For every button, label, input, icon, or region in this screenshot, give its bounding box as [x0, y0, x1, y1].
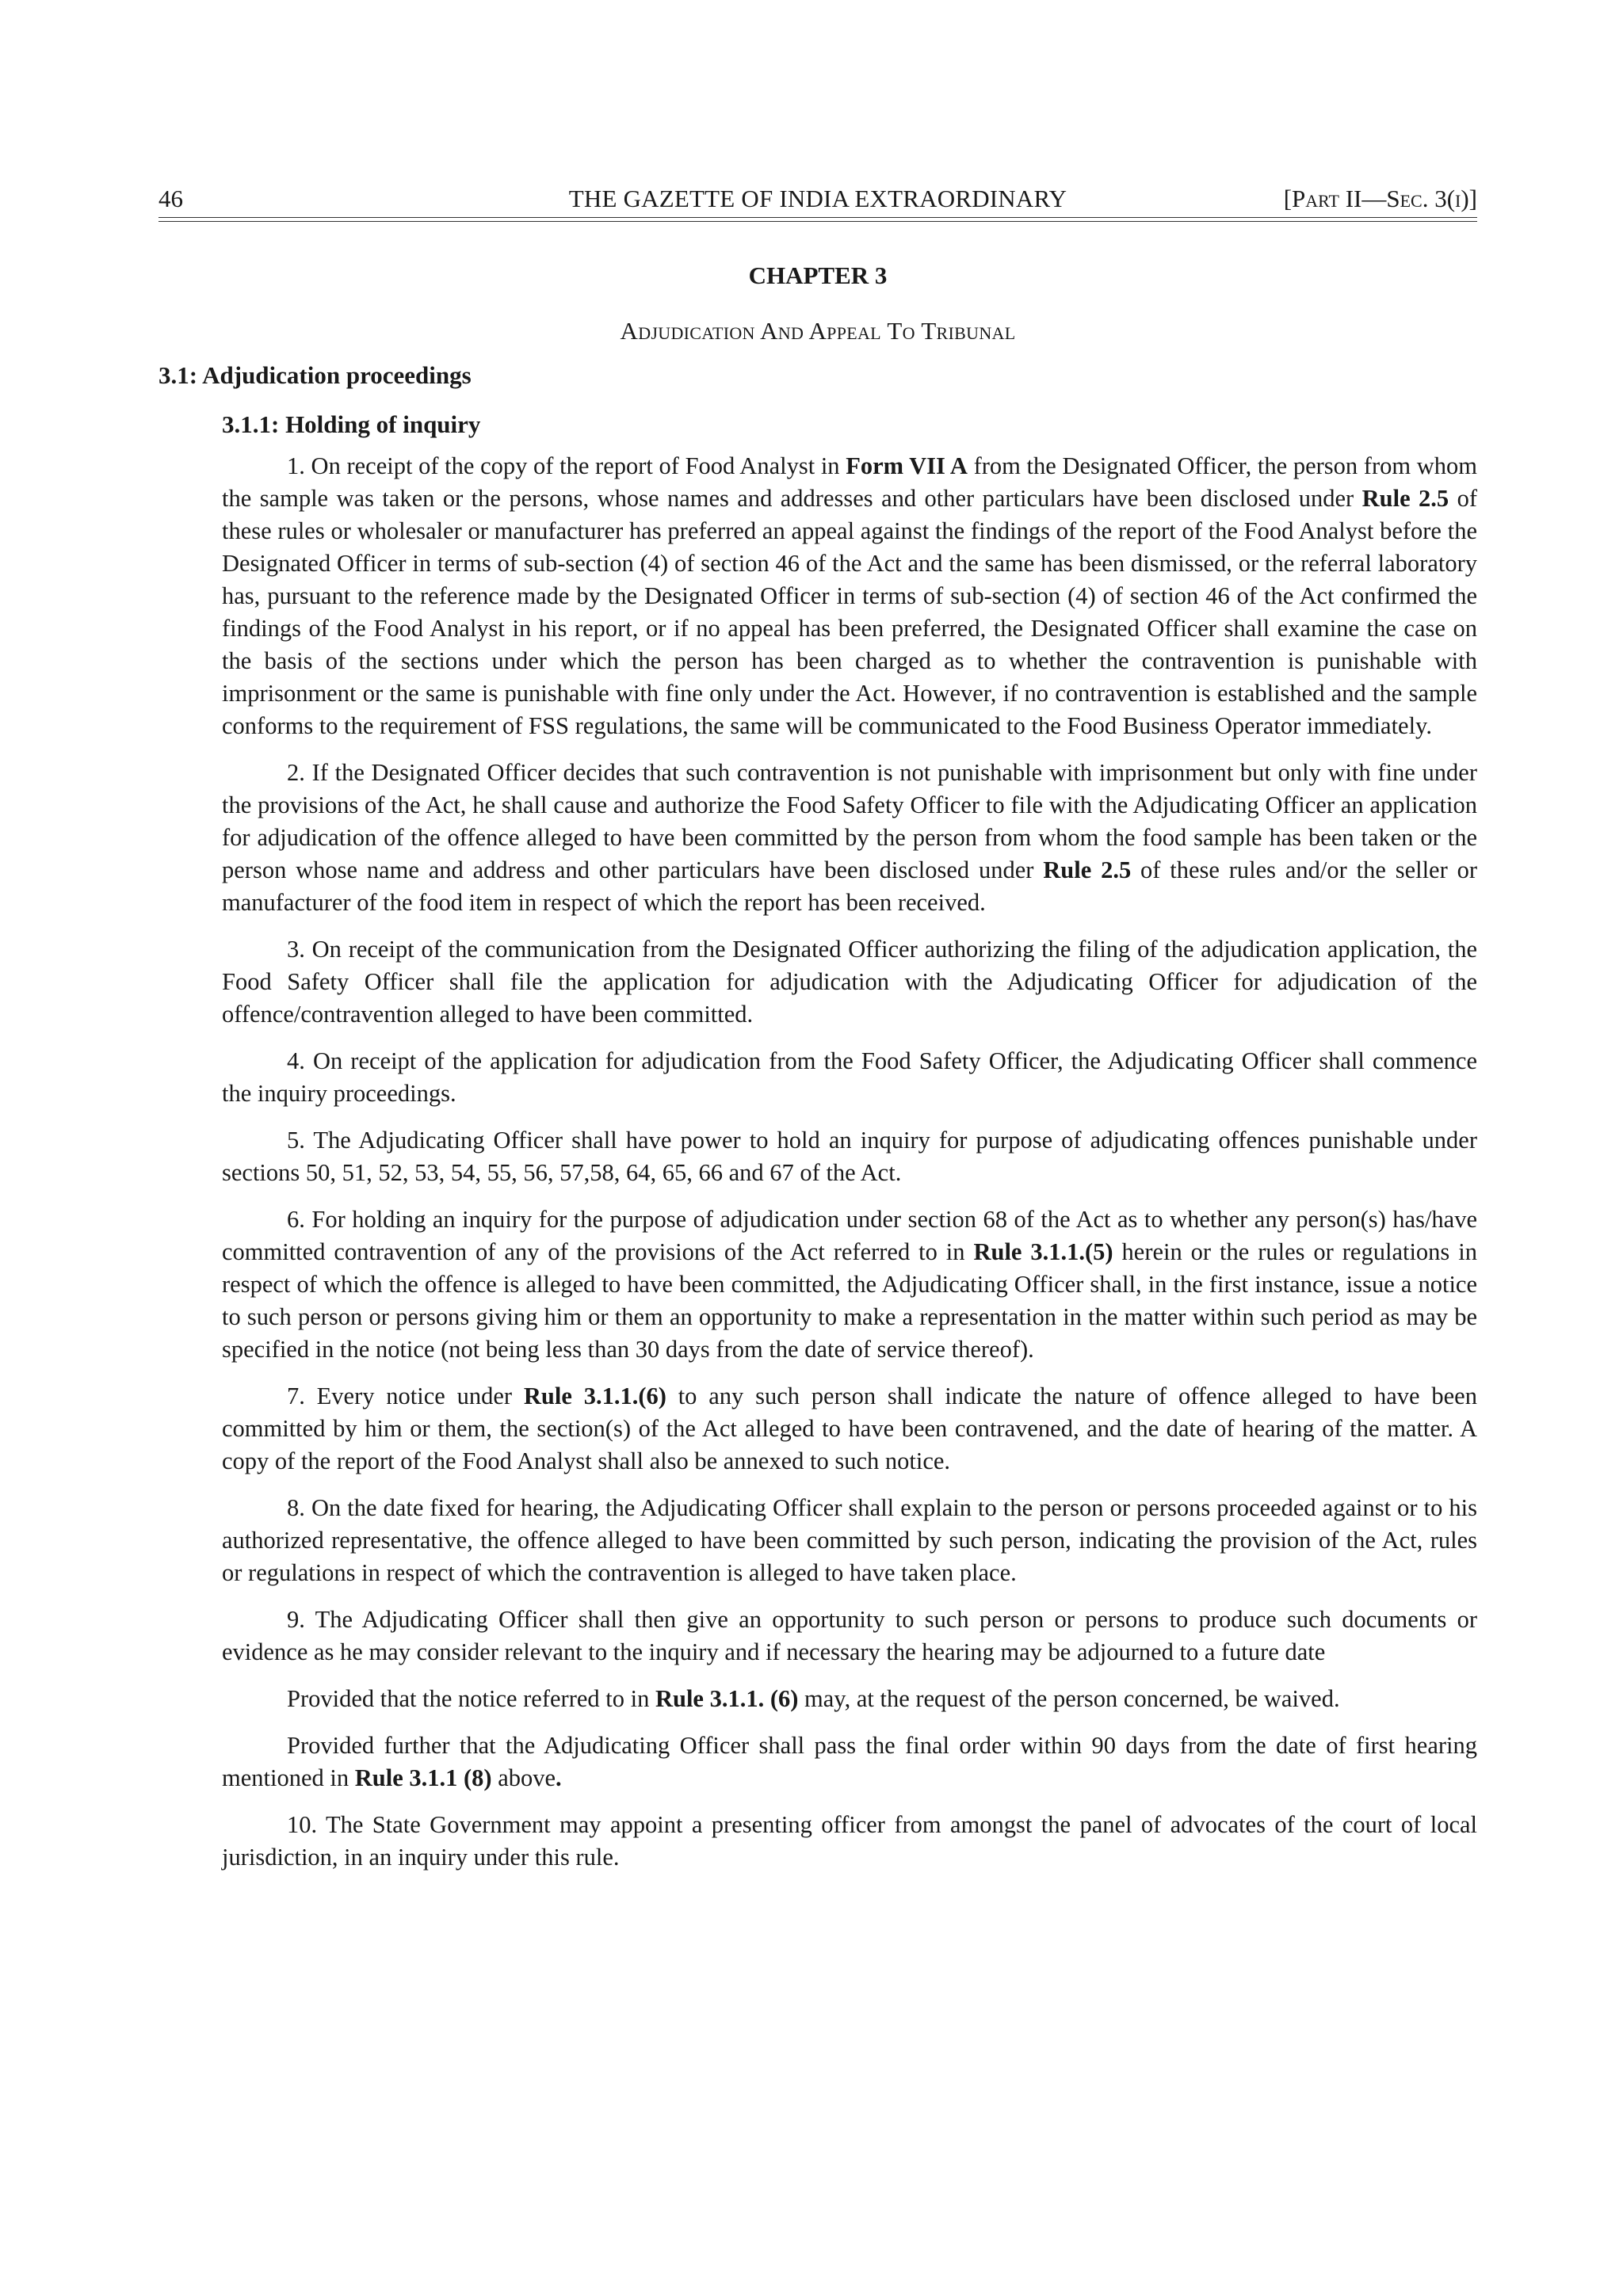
- proviso-1-text-a: Provided that the notice referred to in: [287, 1685, 655, 1712]
- proviso-2: [222, 1730, 1477, 1794]
- page-header: [158, 181, 1477, 218]
- section-heading: 3.1: Adjudication proceedings: [158, 361, 472, 389]
- paragraph-1: [222, 450, 1477, 742]
- rule-reference: Rule 3.1.1.(5): [973, 1238, 1113, 1265]
- rule-reference: Rule 2.5: [1361, 485, 1449, 512]
- paragraph-2: [222, 757, 1477, 919]
- paragraph-4: 4. On receipt of the application for adjudication from the Food Safety Officer, the Adjudicating Officer shall commence the inquiry proceedings.: [222, 1047, 1477, 1107]
- proviso-1-text-b: may, at the request of the person concerned, be waived.: [798, 1685, 1340, 1712]
- proviso-2-period: .: [556, 1764, 562, 1791]
- part-reference: [Part II—Sec. 3(i)]: [1283, 185, 1477, 212]
- paragraph-1-text-a: 1. On receipt of the copy of the report of Food Analyst in: [287, 452, 846, 479]
- paragraph-7-text-a: 7. Every notice under: [287, 1383, 524, 1409]
- paragraph-6-text-a: 6. For holding an inquiry for the purpose of adjudication under section 68 of the Act as to whether any person(s) has/have committed contravention of any of the provisions of the Act referred to in: [222, 1206, 1477, 1265]
- paragraph-7-text-b: to any such person shall indicate the nature of offence alleged to have been committed by him or them, the section(s) of the Act alleged to have been contravened, and the date of hearing of the matter. A copy of the report of the Food Analyst shall also be annexed to such notice.: [222, 1383, 1477, 1474]
- paragraph-2-text-b: of these rules and/or the seller or manufacturer of the food item in respect of which the report has been received.: [222, 856, 1477, 916]
- paragraph-1-text-b: from the Designated Officer, the person from whom the sample was taken or the persons, whose names and addresses and other particulars have been disclosed under: [222, 452, 1478, 512]
- paragraph-7: [222, 1380, 1477, 1478]
- proviso-2-text-b: above: [491, 1764, 556, 1791]
- paragraph-10: 10. The State Government may appoint a presenting officer from amongst the panel of advocates of the court of local jurisdiction, in an inquiry under this rule.: [222, 1811, 1477, 1871]
- page-number: 46: [158, 185, 183, 212]
- rule-reference: Rule 3.1.1. (6): [655, 1685, 799, 1712]
- subsection-heading: 3.1.1: Holding of inquiry: [222, 410, 481, 438]
- rule-reference: Rule 2.5: [1043, 856, 1132, 883]
- proviso-2-text-a: Provided further that the Adjudicating Officer shall pass the final order within 90 days from the date of first hearing mentioned in: [222, 1732, 1477, 1791]
- paragraph-2-text-a: 2. If the Designated Officer decides that such contravention is not punishable with imprisonment but only with fine under the provisions of the Act, he shall cause and authorize the Food Safety Officer to file with the Adjudicating Officer an application for adjudication of the offence alleged to have been committed by the person from whom the food sample has been taken or the person whose name and address and other particulars have been disclosed under: [222, 759, 1477, 883]
- form-reference: Form VII A: [846, 452, 968, 479]
- paragraph-9: 9. The Adjudicating Officer shall then give an opportunity to such person or persons to produce such documents or evidence as he may consider relevant to the inquiry and if necessary the hearing may be adjourned to a future date: [222, 1606, 1477, 1665]
- paragraph-1-text-c: of these rules or wholesaler or manufacturer has preferred an appeal against the findings of the report of the Food Analyst before the Designated Officer in terms of sub-section (4) of section 46 of the Act and the same has been dismissed, or the referral laboratory has, pursuant to the reference made by the Designated Officer in terms of sub-section (4) of section 46 of the Act confirmed the findings of the Food Analyst in his report, or if no appeal has been preferred, the Designated Officer shall examine the case on the basis of the sections under which the person has been charged as to whether the contravention is punishable with imprisonment or the same is punishable with fine only under the Act. However, if no contravention is established and the sample conforms to the requirement of FSS regulations, the same will be communicated to the Food Business Operator immediately.: [222, 485, 1478, 739]
- chapter-subtitle: Adjudication And Appeal To Tribunal: [620, 317, 1016, 345]
- header-divider: [158, 221, 1477, 222]
- gazette-page: [158, 181, 1477, 1888]
- rule-reference: Rule 3.1.1 (8): [354, 1764, 492, 1791]
- section-body: [222, 450, 1477, 1874]
- paragraph-8: 8. On the date fixed for hearing, the Adjudicating Officer shall explain to the person or persons proceeded against or to his authorized representative, the offence alleged to have been committed by such person, indicating the provision of the Act, rules or regulations in respect of which the contravention is alleged to have taken place.: [222, 1494, 1477, 1586]
- gazette-title: THE GAZETTE OF INDIA EXTRAORDINARY: [568, 185, 1067, 212]
- paragraph-6: [222, 1203, 1477, 1366]
- rule-reference: Rule 3.1.1.(6): [523, 1383, 666, 1409]
- proviso-1: [222, 1683, 1477, 1715]
- paragraph-3: 3. On receipt of the communication from the Designated Officer authorizing the filing of the adjudication application, the Food Safety Officer shall file the application for adjudication with the Adjudicating Officer for adjudication of the offence/contravention alleged to have been committed.: [222, 936, 1477, 1028]
- chapter-title: CHAPTER 3: [748, 261, 888, 289]
- paragraph-5: 5. The Adjudicating Officer shall have power to hold an inquiry for purpose of adjudicating offences punishable under sections 50, 51, 52, 53, 54, 55, 56, 57,58, 64, 65, 66 and 67 of the Act.: [222, 1127, 1477, 1186]
- paragraph-6-text-b: herein or the rules or regulations in respect of which the offence is alleged to have been committed, the Adjudicating Officer shall, in the first instance, issue a notice to such person or persons giving him or them an opportunity to make a representation in the matter within such period as may be specified in the notice (not being less than 30 days from the date of service thereof).: [222, 1238, 1477, 1363]
